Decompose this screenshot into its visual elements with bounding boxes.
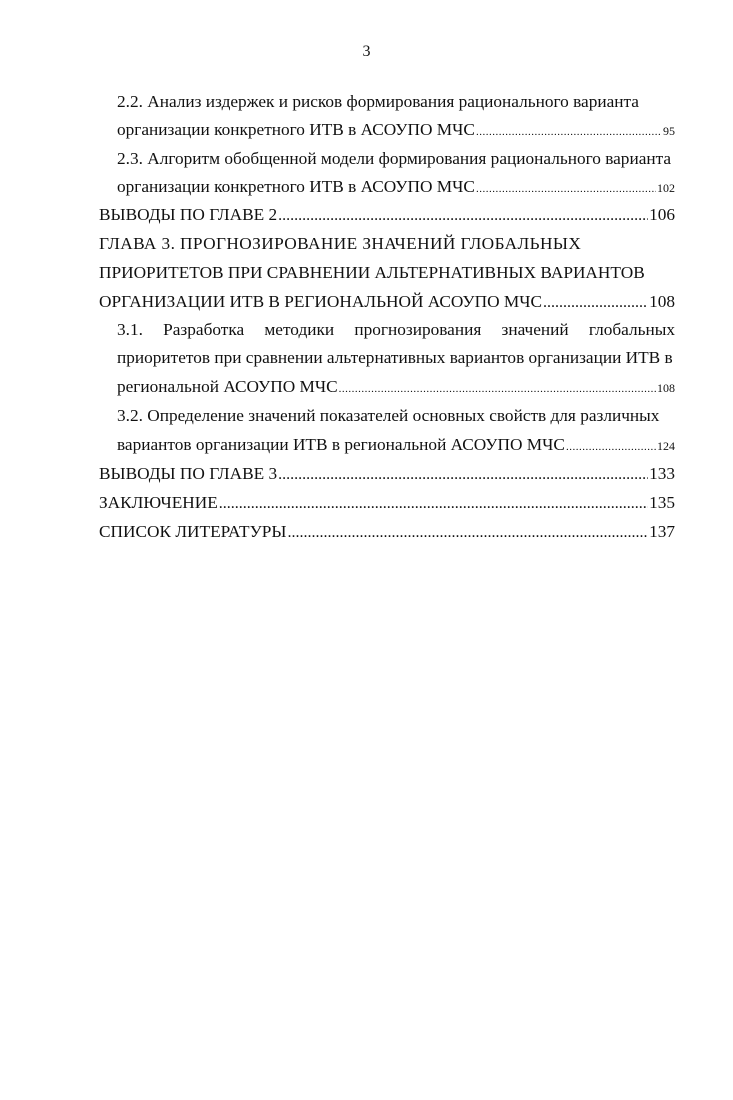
toc-entry-2-2[interactable] (117, 118, 675, 144)
leader-dots (278, 463, 648, 487)
leader-dots (476, 120, 662, 144)
toc-page-number: 106 (649, 205, 675, 224)
toc-entry-conclusions-3[interactable] (99, 462, 675, 487)
toc-page-number: 108 (649, 292, 675, 311)
toc-entry-label: организации конкретного ИТВ в АСОУПО МЧС (117, 120, 475, 139)
toc-chapter-3-line2: ПРИОРИТЕТОВ ПРИ СРАВНЕНИИ АЛЬТЕРНАТИВНЫХ ВАРИАНТОВ (99, 263, 645, 282)
toc-entry-3-1-line1: 3.1. Разработка методики прогнозирования значений глобальных (117, 320, 675, 339)
leader-dots (566, 435, 656, 459)
toc-entry-2-3-line1: 2.3. Алгоритм обобщенной модели формирования рационального варианта (117, 149, 672, 168)
toc-entry-label: региональной АСОУПО МЧС (117, 377, 338, 396)
toc-page-number: 133 (649, 464, 675, 483)
leader-dots (219, 492, 648, 516)
toc-entry-label: ЗАКЛЮЧЕНИЕ (99, 493, 218, 512)
toc-chapter-3-line1: ГЛАВА 3. ПРОГНОЗИРОВАНИЕ ЗНАЧЕНИЙ ГЛОБАЛЬНЫХ (99, 234, 582, 253)
toc-entry-label: вариантов организации ИТВ в региональной АСОУПО МЧС (117, 435, 565, 454)
toc-page-number: 137 (649, 522, 675, 541)
toc-entry-conclusions-2[interactable] (99, 203, 675, 228)
toc-page-number: 135 (649, 493, 675, 512)
toc-entry-3-2[interactable] (117, 433, 675, 459)
toc-entry-label: СПИСОК ЛИТЕРАТУРЫ (99, 522, 287, 541)
page-number: 3 (362, 43, 371, 60)
toc-entry-conclusion[interactable] (99, 491, 675, 516)
toc-entry-3-2-line1: 3.2. Определение значений показателей основных свойств для различных (117, 406, 660, 425)
toc-page-number: 102 (657, 181, 675, 195)
leader-dots (476, 177, 656, 201)
toc-page-number: 95 (663, 124, 675, 138)
toc-entry-label: ВЫВОДЫ ПО ГЛАВЕ 2 (99, 205, 278, 224)
toc-entry-label: ВЫВОДЫ ПО ГЛАВЕ 3 (99, 464, 278, 483)
toc-entry-3-1[interactable] (117, 375, 675, 401)
toc-entry-2-2-line1: 2.2. Анализ издержек и рисков формирования рационального варианта (117, 92, 639, 111)
toc-entry-label: ОРГАНИЗАЦИИ ИТВ В РЕГИОНАЛЬНОЙ АСОУПО МЧС (99, 292, 543, 311)
toc-page-number: 124 (657, 439, 675, 453)
toc-entry-references[interactable] (99, 520, 675, 545)
toc-entry-chapter-3[interactable] (99, 290, 675, 315)
leader-dots (339, 377, 656, 401)
toc-entry-3-1-line2: приоритетов при сравнении альтернативных вариантов организации ИТВ в (117, 348, 673, 367)
leader-dots (543, 291, 648, 315)
toc-entry-label: организации конкретного ИТВ в АСОУПО МЧС (117, 177, 475, 196)
toc-page-number: 108 (657, 381, 675, 395)
toc-entry-2-3[interactable] (117, 175, 675, 201)
leader-dots (278, 204, 648, 228)
leader-dots (288, 521, 649, 545)
